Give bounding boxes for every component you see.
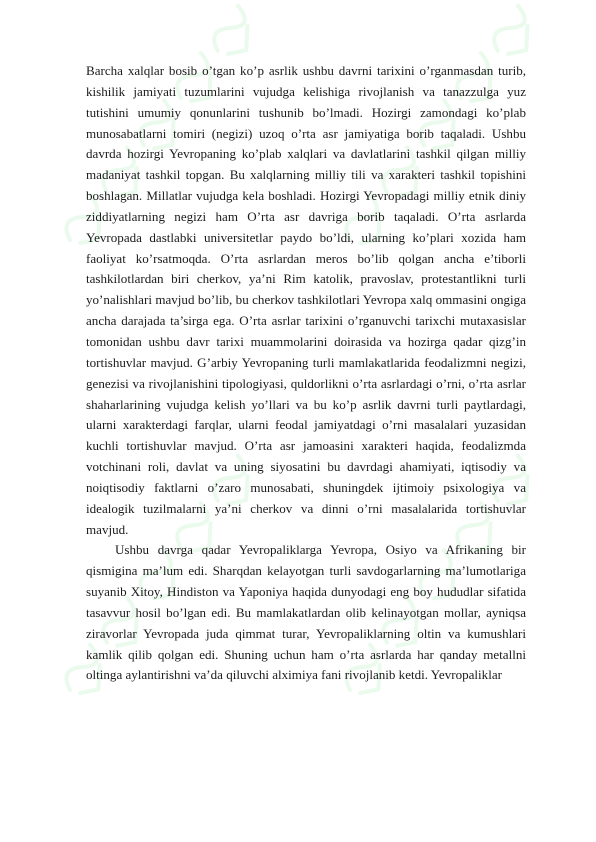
paragraph-2: Ushbu davrga qadar Yevropaliklarga Yevropa, Osiyo va Afrikaning bir qismigina ma’lum edi. Sharqdan kelayotgan turli savdogarlarning ma’lumotlariga suyanib Xitoy, Hindiston va Yaponiya haqida dunyodagi eng boy hududlar sifatida tasavvur hosil bo’lgan edi. Bu mamlakatlardan olib kelinayotgan mollar, ayniqsa ziravorlar Yevropada juda qimmat turar, Yevropaliklarning oltin va kumushlari kamlik qilib qolgan edi. Shuning uchun ham o’rta asrlarda har qanday metallni oltinga aylantirishni va’da qiluvchi alximiya fani rivojlanib ketdi. Yevropaliklar xyxy=(86,542,526,683)
watermark-glyph xyxy=(488,6,544,65)
body-text xyxy=(86,61,526,686)
paragraph-1: Barcha xalqlar bosib o’tgan ko’p asrlik ushbu davrni tarixini o’rganmasdan turib, kishilik jamiyati tuzumlarini vujudga kelishiga rivojlanish va tanazzulga yuz tutishini umumiy qonunlarini tushunib bo’lmadi. Hozirgi zamondagi ko’plab munosabatlarni tomiri (negizi) uzoq o’rta asr jamiyatiga borib taqaladi. Ushbu davrda hozirgi Yevropaning ko’plab xalqlari va davlatlarini tashkil qilgan milliy madaniyat tashkil topgan. Bu xalqlarning milliy tili va xarakteri tashkil topishini boshlagan. Millatlar vujudga kela boshladi. Hozirgi Yevropadagi milliy etnik diniy ziddiyatlarning negizi ham O’rta asr davriga borib taqaladi. O’rta asrlarda Yevropada dastlabki universitetlar paydo bo’ldi, ularning ko’plari xozida ham faoliyat ko’rsatmoqda. O’rta asrlardan meros bo’lib qolgan ancha e’tiborli tashkilotlardan biri cherkov, ya’ni Rim katolik, pravoslav, protestantlikni turli yo’nalishlari mavjud bo’lib, bu cherkov tashkilotlari Yevropa xalq ommasini ongiga ancha darajada ta’sirga ega. O’rta asrlar tarixini o’rganuvchi tarixchi mutaxasislar tomonidan ushbu davr tarixi muammolarini doirasida va hozirga qadar qizg’in tortishuvlar mavjud. G’arbiy Yevropaning turli mamlakatlarida feodalizmni negizi, genezisi va rivojlanishini tipologiyasi, quldorlikni o’rta asrlardagi o’rni, o’rta asrlar shaharlarining vujudga kelish yo’llari va bu ko’p asrlik davrni turli paytlardagi, ularni xarakterdagi farqlar, ularni feodal jamiyatdagi o’rni masalalari yuzasidan kuchli tortishuvlar mavjud. O’rta asr jamoasini xarakteri haqida, feodalizmda votchinani roli, davlat va uning siyosatini bu davrdagi ahamiyati, iqtisodiy va noiqtisodiy faktlarni o’zaro munosabati, shuningdek ijtimoiy psixologiya va idealogik tuzilmalarni ya’ni cherkov va dinni o’rni masalalarida tortishuvlar mavjud. xyxy=(86,63,526,537)
watermark-glyph xyxy=(208,6,264,65)
